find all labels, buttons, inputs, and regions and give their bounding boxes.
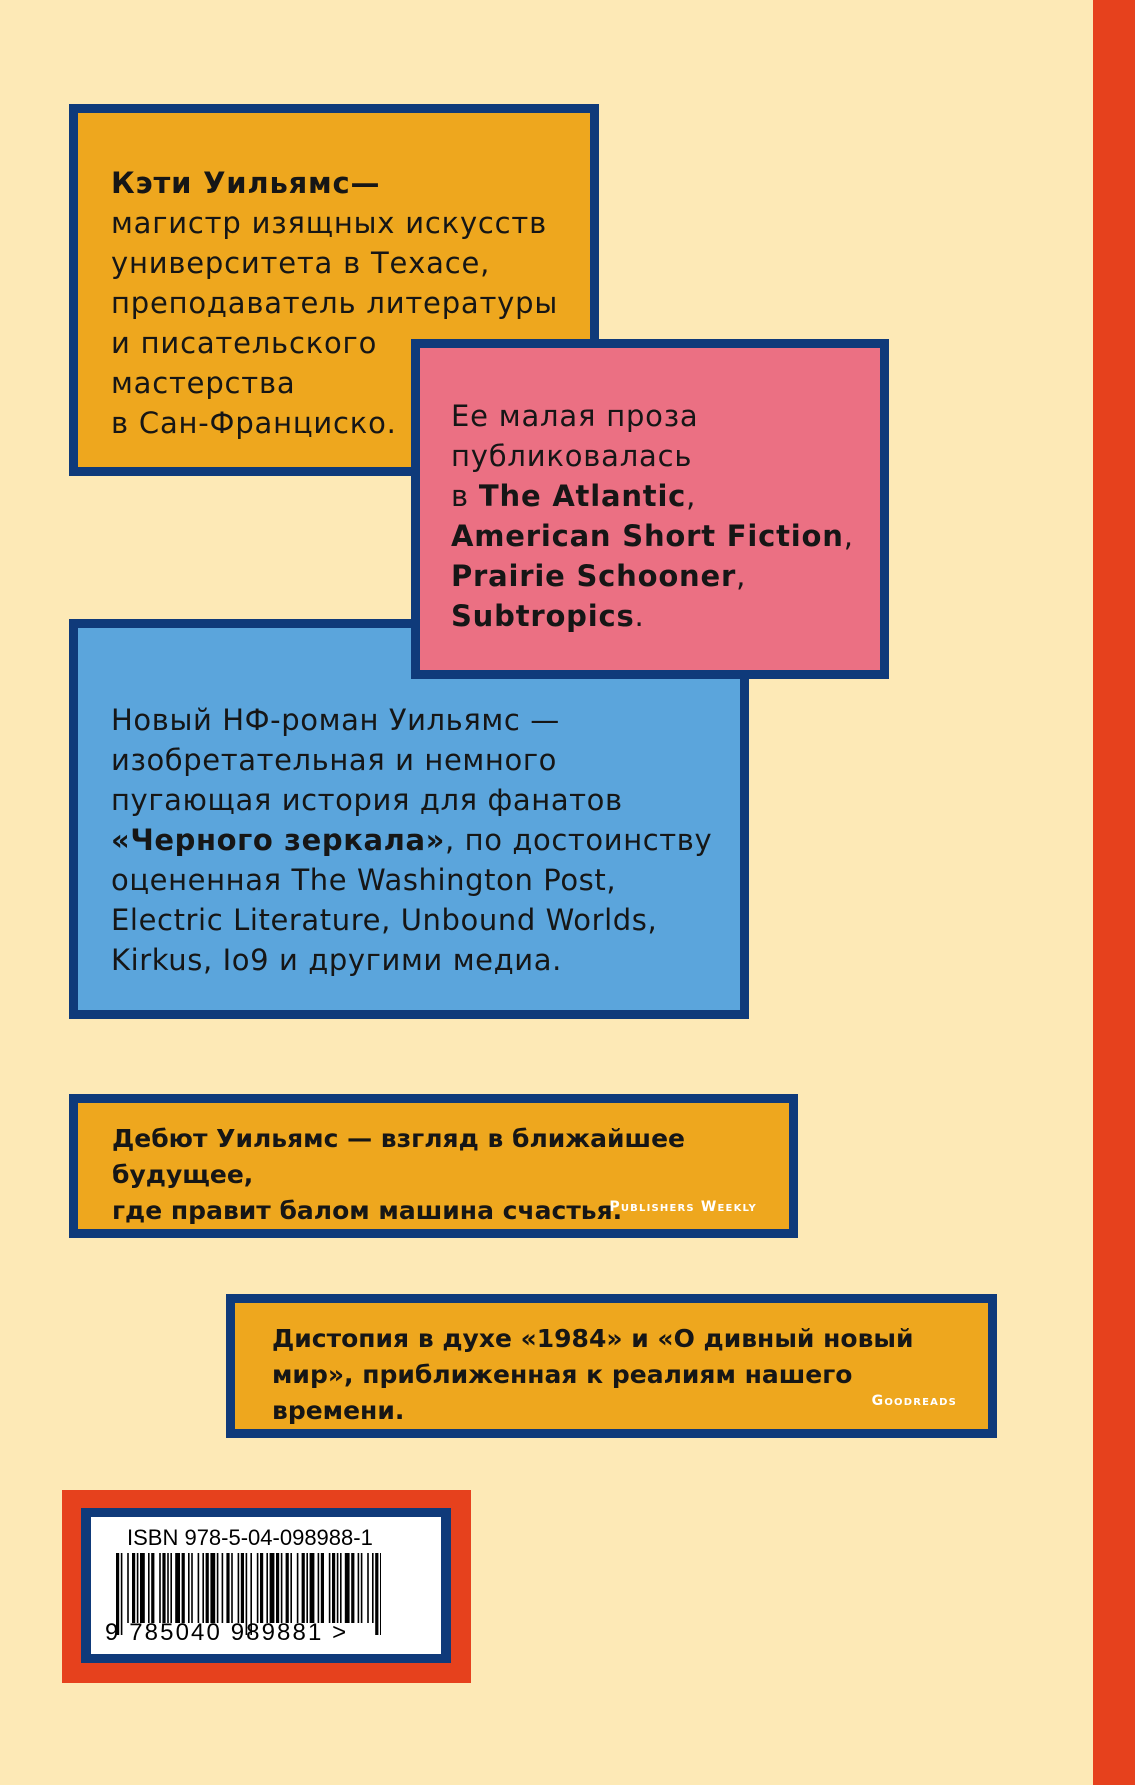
barcode-bar	[159, 1553, 161, 1623]
barcode-bar	[321, 1553, 324, 1623]
barcode-bar	[276, 1553, 279, 1623]
bio-line: мастерства	[111, 366, 296, 400]
barcode-bar	[260, 1553, 263, 1623]
barcode-bar	[231, 1553, 233, 1623]
barcode-bar	[127, 1553, 129, 1623]
bio-line: в Сан-Франциско.	[111, 406, 397, 440]
review-quote-goodreads	[226, 1294, 997, 1438]
barcode-bar	[340, 1553, 342, 1623]
quote-line: Дебют Уильямс — взгляд в ближайшее будущее,	[112, 1124, 685, 1189]
novel-description-text	[111, 700, 712, 980]
barcode-bar	[238, 1553, 240, 1623]
comma: ,	[736, 559, 747, 593]
author-name: Кэти Уильямс	[111, 166, 351, 200]
barcode-bar	[345, 1553, 350, 1623]
novel-line: Новый НФ-роман Уильямс —	[111, 703, 560, 737]
barcode-bar	[270, 1553, 275, 1623]
barcode-bar	[290, 1553, 292, 1623]
barcode-bar	[361, 1553, 363, 1623]
pubs-line: публиковалась	[451, 439, 693, 473]
bio-line: магистр изящных искусств	[111, 206, 548, 240]
publication-title: The Atlantic	[478, 479, 687, 513]
barcode-panel	[91, 1517, 441, 1654]
barcode-bar	[206, 1553, 209, 1623]
barcode-bar	[162, 1553, 165, 1623]
barcode-bar	[306, 1553, 308, 1623]
isbn-digit-group: 785040	[129, 1619, 222, 1646]
novel-line: Electric Literature, Unbound Worlds,	[111, 903, 658, 937]
show-title: «Черного зеркала»	[111, 823, 446, 857]
bio-line: и писательского	[111, 326, 378, 360]
barcode-bar	[217, 1553, 219, 1623]
barcode-bar	[241, 1553, 244, 1623]
barcode-bar	[337, 1553, 339, 1623]
barcode-bar	[202, 1553, 204, 1623]
comma: ,	[686, 479, 697, 513]
barcode-bar	[175, 1553, 180, 1623]
barcode-bar	[318, 1553, 320, 1623]
quote-text	[272, 1321, 988, 1429]
publications-box	[411, 339, 889, 679]
quote-line: где правит балом машина счастья.	[112, 1196, 623, 1225]
barcode-bar	[375, 1553, 378, 1635]
quote-source: Publishers Weekly	[609, 1199, 757, 1215]
barcode-bar	[281, 1553, 283, 1623]
name-dash: —	[350, 166, 381, 200]
barcode-bar	[137, 1553, 139, 1623]
barcode-bar	[372, 1553, 374, 1623]
bio-line: преподаватель литературы	[111, 286, 559, 320]
barcode-bar	[167, 1553, 169, 1623]
barcode-frame	[62, 1490, 471, 1683]
barcode-bar	[151, 1553, 154, 1623]
barcode-bar	[297, 1553, 299, 1623]
quote-line: Дистопия в духе «1984» и «О дивный новый	[272, 1324, 914, 1353]
barcode-bar	[367, 1553, 369, 1623]
barcode-border	[81, 1508, 451, 1663]
novel-line: , по достоинству	[445, 823, 713, 857]
barcode-bar	[351, 1553, 354, 1623]
novel-line: оцененная The Washington Post,	[111, 863, 617, 897]
isbn-digit-tail: >	[332, 1619, 349, 1646]
side-stripe	[1093, 0, 1135, 1785]
novel-line: изобретательная и немного	[111, 743, 557, 777]
barcode-bar	[329, 1553, 331, 1623]
barcode-bar	[310, 1553, 315, 1623]
barcode-bar	[188, 1553, 190, 1623]
pubs-line: Ее малая проза	[451, 399, 699, 433]
comma: ,	[843, 519, 854, 553]
quote-source: Goodreads	[871, 1393, 957, 1409]
publications-text	[451, 396, 854, 636]
pubs-prefix: в	[451, 479, 479, 513]
publication-title: Subtropics	[451, 599, 635, 633]
isbn-digit-lead: 9	[105, 1619, 121, 1646]
isbn-digit-group: 989881	[230, 1619, 324, 1646]
novel-description-box	[69, 619, 749, 1019]
quote-line: мир», приближенная к реалиям нашего времени.	[272, 1360, 853, 1425]
publication-title: Prairie Schooner	[451, 559, 737, 593]
novel-line: пугающая история для фанатов	[111, 783, 623, 817]
barcode-bar	[358, 1553, 360, 1623]
barcode-bar	[380, 1553, 381, 1635]
review-quote-publishers-weekly	[69, 1094, 798, 1238]
barcode-bar	[198, 1553, 200, 1623]
barcode-bar	[182, 1553, 185, 1623]
barcode-bar	[132, 1553, 135, 1623]
barcode-bar	[140, 1553, 145, 1623]
publication-title: American Short Fiction	[451, 519, 844, 553]
period: .	[634, 599, 645, 633]
barcode-bar	[191, 1553, 193, 1623]
barcode-bar	[302, 1553, 305, 1623]
isbn-digits	[105, 1619, 348, 1647]
barcode-bar	[226, 1553, 229, 1623]
barcode-bar	[170, 1553, 172, 1623]
barcode-bar	[266, 1553, 268, 1623]
novel-line: Kirkus, Io9 и другими медиа.	[111, 943, 562, 977]
barcode-bar	[332, 1553, 335, 1623]
bio-line: университета в Техасе,	[111, 246, 491, 280]
barcode-bar	[257, 1553, 259, 1623]
barcode-bar	[148, 1553, 150, 1623]
barcode-bar	[222, 1553, 224, 1623]
barcode-bar	[210, 1553, 215, 1623]
isbn-label: ISBN 978-5-04-098988-1	[127, 1525, 373, 1550]
barcode-bar	[286, 1553, 289, 1623]
